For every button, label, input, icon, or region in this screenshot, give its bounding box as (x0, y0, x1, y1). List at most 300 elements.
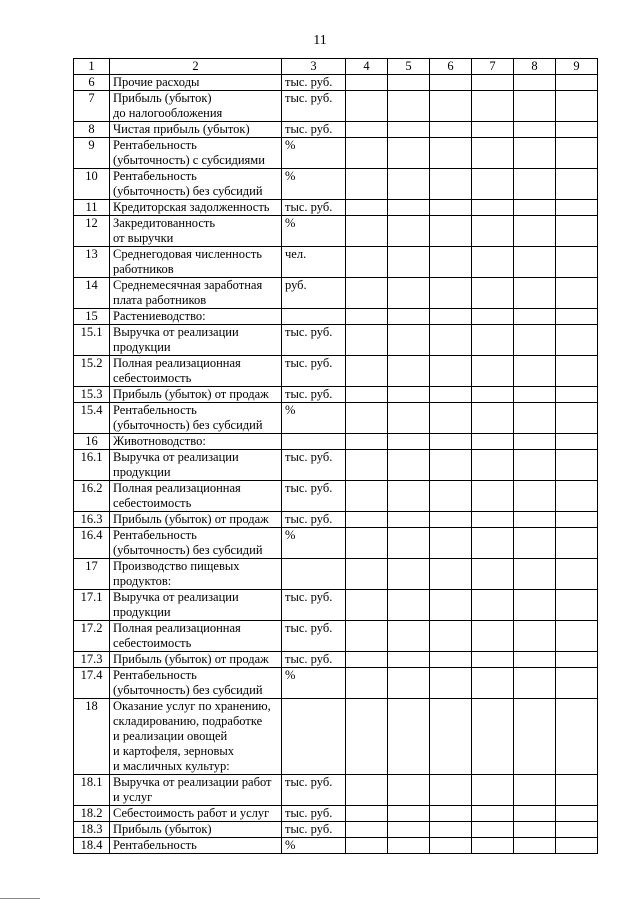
header-row (74, 59, 598, 75)
row-number: 6 (74, 75, 110, 91)
value-cell-col-6 (430, 325, 472, 356)
value-cell-col-5 (388, 356, 430, 387)
value-cell-col-6 (430, 450, 472, 481)
value-cell-col-6 (430, 75, 472, 91)
value-cell-col-9 (556, 512, 598, 528)
value-cell-col-6 (430, 278, 472, 309)
value-cell-col-7 (472, 434, 514, 450)
row-number: 18 (74, 699, 110, 775)
unit-cell: тыс. руб. (282, 512, 346, 528)
indicator-name: Рентабельность (110, 838, 282, 854)
value-cell-col-9 (556, 775, 598, 806)
row-number: 17 (74, 559, 110, 590)
value-cell-col-7 (472, 325, 514, 356)
value-cell-col-7 (472, 122, 514, 138)
value-cell-col-7 (472, 278, 514, 309)
value-cell-col-4 (346, 621, 388, 652)
unit-cell (282, 559, 346, 590)
unit-cell: тыс. руб. (282, 806, 346, 822)
value-cell-col-7 (472, 450, 514, 481)
value-cell-col-7 (472, 387, 514, 403)
value-cell-col-7 (472, 838, 514, 854)
table-row (74, 278, 598, 309)
row-number: 17.3 (74, 652, 110, 668)
value-cell-col-6 (430, 138, 472, 169)
value-cell-col-9 (556, 590, 598, 621)
indicator-name: Прибыль (убыток) (110, 822, 282, 838)
value-cell-col-8 (514, 325, 556, 356)
unit-cell: тыс. руб. (282, 621, 346, 652)
indicators-table (73, 58, 598, 854)
value-cell-col-4 (346, 138, 388, 169)
table-row (74, 216, 598, 247)
value-cell-col-4 (346, 652, 388, 668)
value-cell-col-6 (430, 528, 472, 559)
unit-cell: чел. (282, 247, 346, 278)
column-header-8: 8 (514, 59, 556, 75)
value-cell-col-5 (388, 216, 430, 247)
unit-cell (282, 699, 346, 775)
indicator-name: Полная реализационная себестоимость (110, 481, 282, 512)
unit-cell: тыс. руб. (282, 652, 346, 668)
value-cell-col-4 (346, 668, 388, 699)
value-cell-col-5 (388, 450, 430, 481)
value-cell-col-8 (514, 590, 556, 621)
indicator-name: Выручка от реализации продукции (110, 325, 282, 356)
value-cell-col-4 (346, 356, 388, 387)
value-cell-col-7 (472, 806, 514, 822)
value-cell-col-7 (472, 91, 514, 122)
value-cell-col-9 (556, 699, 598, 775)
value-cell-col-4 (346, 528, 388, 559)
value-cell-col-7 (472, 169, 514, 200)
value-cell-col-9 (556, 559, 598, 590)
indicator-name: Выручка от реализации продукции (110, 590, 282, 621)
indicator-name: Животноводство: (110, 434, 282, 450)
indicator-name: Выручка от реализации работ и услуг (110, 775, 282, 806)
unit-cell: % (282, 138, 346, 169)
value-cell-col-4 (346, 450, 388, 481)
row-number: 15.4 (74, 403, 110, 434)
value-cell-col-9 (556, 838, 598, 854)
value-cell-col-5 (388, 699, 430, 775)
table-row (74, 91, 598, 122)
value-cell-col-9 (556, 450, 598, 481)
value-cell-col-4 (346, 387, 388, 403)
value-cell-col-9 (556, 528, 598, 559)
value-cell-col-9 (556, 247, 598, 278)
unit-cell: % (282, 216, 346, 247)
value-cell-col-6 (430, 481, 472, 512)
value-cell-col-4 (346, 512, 388, 528)
value-cell-col-4 (346, 481, 388, 512)
table-row (74, 528, 598, 559)
value-cell-col-4 (346, 75, 388, 91)
value-cell-col-9 (556, 434, 598, 450)
value-cell-col-5 (388, 806, 430, 822)
value-cell-col-5 (388, 838, 430, 854)
value-cell-col-4 (346, 699, 388, 775)
row-number: 18.1 (74, 775, 110, 806)
row-number: 9 (74, 138, 110, 169)
value-cell-col-4 (346, 200, 388, 216)
value-cell-col-7 (472, 822, 514, 838)
unit-cell: тыс. руб. (282, 91, 346, 122)
table-row (74, 200, 598, 216)
value-cell-col-8 (514, 512, 556, 528)
unit-cell: тыс. руб. (282, 590, 346, 621)
value-cell-col-4 (346, 822, 388, 838)
value-cell-col-5 (388, 387, 430, 403)
indicator-name: Рентабельность (убыточность) без субсидий (110, 528, 282, 559)
unit-cell: тыс. руб. (282, 822, 346, 838)
value-cell-col-8 (514, 621, 556, 652)
value-cell-col-4 (346, 775, 388, 806)
column-header-7: 7 (472, 59, 514, 75)
row-number: 15.3 (74, 387, 110, 403)
value-cell-col-9 (556, 668, 598, 699)
value-cell-col-7 (472, 559, 514, 590)
indicator-name: Прибыль (убыток) от продаж (110, 512, 282, 528)
value-cell-col-6 (430, 652, 472, 668)
column-header-4: 4 (346, 59, 388, 75)
value-cell-col-4 (346, 325, 388, 356)
value-cell-col-8 (514, 528, 556, 559)
value-cell-col-8 (514, 356, 556, 387)
unit-cell: тыс. руб. (282, 325, 346, 356)
value-cell-col-5 (388, 512, 430, 528)
table-row (74, 652, 598, 668)
unit-cell: % (282, 169, 346, 200)
value-cell-col-6 (430, 590, 472, 621)
value-cell-col-9 (556, 309, 598, 325)
value-cell-col-9 (556, 822, 598, 838)
value-cell-col-4 (346, 91, 388, 122)
indicator-name: Прибыль (убыток) от продаж (110, 387, 282, 403)
row-number: 8 (74, 122, 110, 138)
value-cell-col-7 (472, 309, 514, 325)
unit-cell: тыс. руб. (282, 75, 346, 91)
indicator-name: Оказание услуг по хранению, складированию, подработке и реализации овощей и картофеля, зерновых и масличных культур: (110, 699, 282, 775)
value-cell-col-7 (472, 528, 514, 559)
scan-edge-mark (0, 898, 40, 899)
page-number: 11 (313, 33, 327, 48)
value-cell-col-4 (346, 309, 388, 325)
value-cell-col-5 (388, 590, 430, 621)
row-number: 10 (74, 169, 110, 200)
indicator-name: Закредитованность от выручки (110, 216, 282, 247)
value-cell-col-6 (430, 434, 472, 450)
value-cell-col-6 (430, 403, 472, 434)
table-row (74, 668, 598, 699)
row-number: 16 (74, 434, 110, 450)
value-cell-col-6 (430, 387, 472, 403)
value-cell-col-6 (430, 621, 472, 652)
value-cell-col-9 (556, 652, 598, 668)
value-cell-col-8 (514, 481, 556, 512)
value-cell-col-4 (346, 590, 388, 621)
value-cell-col-5 (388, 200, 430, 216)
table-row (74, 699, 598, 775)
value-cell-col-6 (430, 806, 472, 822)
column-header-9: 9 (556, 59, 598, 75)
value-cell-col-4 (346, 216, 388, 247)
value-cell-col-8 (514, 434, 556, 450)
row-number: 16.1 (74, 450, 110, 481)
indicator-name: Растениеводство: (110, 309, 282, 325)
value-cell-col-6 (430, 200, 472, 216)
value-cell-col-4 (346, 278, 388, 309)
unit-cell: тыс. руб. (282, 122, 346, 138)
row-number: 18.2 (74, 806, 110, 822)
value-cell-col-8 (514, 806, 556, 822)
value-cell-col-5 (388, 775, 430, 806)
row-number: 18.4 (74, 838, 110, 854)
value-cell-col-7 (472, 775, 514, 806)
value-cell-col-8 (514, 559, 556, 590)
value-cell-col-7 (472, 668, 514, 699)
value-cell-col-8 (514, 169, 556, 200)
value-cell-col-7 (472, 590, 514, 621)
value-cell-col-6 (430, 775, 472, 806)
table-row (74, 838, 598, 854)
value-cell-col-6 (430, 216, 472, 247)
value-cell-col-8 (514, 91, 556, 122)
value-cell-col-5 (388, 247, 430, 278)
value-cell-col-8 (514, 247, 556, 278)
table-row (74, 621, 598, 652)
value-cell-col-9 (556, 278, 598, 309)
table-row (74, 325, 598, 356)
table-row (74, 822, 598, 838)
unit-cell: тыс. руб. (282, 387, 346, 403)
indicator-name: Среднегодовая численность работников (110, 247, 282, 278)
value-cell-col-9 (556, 403, 598, 434)
value-cell-col-8 (514, 387, 556, 403)
value-cell-col-6 (430, 91, 472, 122)
table-row (74, 75, 598, 91)
value-cell-col-7 (472, 200, 514, 216)
value-cell-col-5 (388, 668, 430, 699)
row-number: 11 (74, 200, 110, 216)
value-cell-col-5 (388, 822, 430, 838)
value-cell-col-6 (430, 122, 472, 138)
indicator-name: Рентабельность (убыточность) без субсидий (110, 403, 282, 434)
value-cell-col-5 (388, 528, 430, 559)
value-cell-col-8 (514, 822, 556, 838)
value-cell-col-9 (556, 356, 598, 387)
value-cell-col-8 (514, 138, 556, 169)
table-row (74, 512, 598, 528)
table-row (74, 387, 598, 403)
value-cell-col-5 (388, 325, 430, 356)
table-row (74, 481, 598, 512)
value-cell-col-8 (514, 403, 556, 434)
table-row (74, 434, 598, 450)
value-cell-col-6 (430, 838, 472, 854)
row-number: 16.3 (74, 512, 110, 528)
value-cell-col-9 (556, 216, 598, 247)
value-cell-col-7 (472, 356, 514, 387)
unit-cell: тыс. руб. (282, 450, 346, 481)
value-cell-col-7 (472, 403, 514, 434)
value-cell-col-8 (514, 75, 556, 91)
value-cell-col-8 (514, 278, 556, 309)
value-cell-col-6 (430, 247, 472, 278)
row-number: 17.2 (74, 621, 110, 652)
value-cell-col-5 (388, 138, 430, 169)
row-number: 15.1 (74, 325, 110, 356)
value-cell-col-4 (346, 559, 388, 590)
value-cell-col-5 (388, 278, 430, 309)
value-cell-col-5 (388, 169, 430, 200)
indicator-name: Выручка от реализации продукции (110, 450, 282, 481)
table-row (74, 775, 598, 806)
row-number: 7 (74, 91, 110, 122)
column-header-3: 3 (282, 59, 346, 75)
value-cell-col-9 (556, 122, 598, 138)
value-cell-col-9 (556, 138, 598, 169)
value-cell-col-7 (472, 75, 514, 91)
value-cell-col-6 (430, 309, 472, 325)
row-number: 17.4 (74, 668, 110, 699)
value-cell-col-4 (346, 806, 388, 822)
indicator-name: Кредиторская задолженность (110, 200, 282, 216)
value-cell-col-4 (346, 434, 388, 450)
value-cell-col-6 (430, 699, 472, 775)
value-cell-col-4 (346, 169, 388, 200)
indicator-name: Среднемесячная заработная плата работников (110, 278, 282, 309)
value-cell-col-6 (430, 559, 472, 590)
indicator-name: Прочие расходы (110, 75, 282, 91)
value-cell-col-5 (388, 481, 430, 512)
table-row (74, 247, 598, 278)
table-row (74, 356, 598, 387)
table-row (74, 559, 598, 590)
value-cell-col-9 (556, 621, 598, 652)
row-number: 15.2 (74, 356, 110, 387)
indicator-name: Рентабельность (убыточность) без субсидий (110, 668, 282, 699)
unit-cell: тыс. руб. (282, 775, 346, 806)
value-cell-col-5 (388, 309, 430, 325)
unit-cell: тыс. руб. (282, 481, 346, 512)
table-row (74, 590, 598, 621)
table-row (74, 403, 598, 434)
value-cell-col-5 (388, 434, 430, 450)
value-cell-col-7 (472, 652, 514, 668)
value-cell-col-8 (514, 200, 556, 216)
value-cell-col-5 (388, 122, 430, 138)
value-cell-col-8 (514, 216, 556, 247)
indicator-name: Себестоимость работ и услуг (110, 806, 282, 822)
unit-cell: % (282, 403, 346, 434)
row-number: 14 (74, 278, 110, 309)
indicator-name: Производство пищевых продуктов: (110, 559, 282, 590)
unit-cell: тыс. руб. (282, 200, 346, 216)
value-cell-col-7 (472, 512, 514, 528)
value-cell-col-7 (472, 699, 514, 775)
row-number: 16.4 (74, 528, 110, 559)
unit-cell: руб. (282, 278, 346, 309)
indicator-name: Прибыль (убыток) до налогообложения (110, 91, 282, 122)
value-cell-col-5 (388, 403, 430, 434)
value-cell-col-8 (514, 122, 556, 138)
value-cell-col-4 (346, 838, 388, 854)
table-row (74, 169, 598, 200)
column-header-1: 1 (74, 59, 110, 75)
value-cell-col-4 (346, 122, 388, 138)
value-cell-col-9 (556, 806, 598, 822)
value-cell-col-7 (472, 216, 514, 247)
value-cell-col-6 (430, 169, 472, 200)
value-cell-col-8 (514, 652, 556, 668)
value-cell-col-8 (514, 668, 556, 699)
unit-cell (282, 309, 346, 325)
row-number: 17.1 (74, 590, 110, 621)
value-cell-col-7 (472, 621, 514, 652)
indicator-name: Полная реализационная себестоимость (110, 356, 282, 387)
table-row (74, 309, 598, 325)
unit-cell: тыс. руб. (282, 356, 346, 387)
column-header-6: 6 (430, 59, 472, 75)
column-header-2: 2 (110, 59, 282, 75)
value-cell-col-4 (346, 403, 388, 434)
indicator-name: Полная реализационная себестоимость (110, 621, 282, 652)
value-cell-col-6 (430, 356, 472, 387)
value-cell-col-9 (556, 325, 598, 356)
unit-cell: % (282, 838, 346, 854)
row-number: 18.3 (74, 822, 110, 838)
row-number: 15 (74, 309, 110, 325)
value-cell-col-8 (514, 838, 556, 854)
value-cell-col-9 (556, 169, 598, 200)
value-cell-col-8 (514, 450, 556, 481)
table-row (74, 122, 598, 138)
indicator-name: Рентабельность (убыточность) с субсидиями (110, 138, 282, 169)
value-cell-col-7 (472, 481, 514, 512)
value-cell-col-6 (430, 668, 472, 699)
table-row (74, 806, 598, 822)
unit-cell: % (282, 668, 346, 699)
column-header-5: 5 (388, 59, 430, 75)
value-cell-col-5 (388, 652, 430, 668)
value-cell-col-6 (430, 822, 472, 838)
unit-cell (282, 434, 346, 450)
table-row (74, 138, 598, 169)
value-cell-col-6 (430, 512, 472, 528)
indicator-name: Прибыль (убыток) от продаж (110, 652, 282, 668)
value-cell-col-5 (388, 91, 430, 122)
value-cell-col-7 (472, 247, 514, 278)
value-cell-col-9 (556, 75, 598, 91)
value-cell-col-9 (556, 387, 598, 403)
value-cell-col-4 (346, 247, 388, 278)
table-row (74, 450, 598, 481)
unit-cell: % (282, 528, 346, 559)
value-cell-col-9 (556, 481, 598, 512)
indicator-name: Чистая прибыль (убыток) (110, 122, 282, 138)
row-number: 13 (74, 247, 110, 278)
value-cell-col-5 (388, 75, 430, 91)
value-cell-col-8 (514, 309, 556, 325)
value-cell-col-8 (514, 775, 556, 806)
value-cell-col-7 (472, 138, 514, 169)
indicator-name: Рентабельность (убыточность) без субсидий (110, 169, 282, 200)
row-number: 16.2 (74, 481, 110, 512)
value-cell-col-9 (556, 200, 598, 216)
value-cell-col-9 (556, 91, 598, 122)
row-number: 12 (74, 216, 110, 247)
